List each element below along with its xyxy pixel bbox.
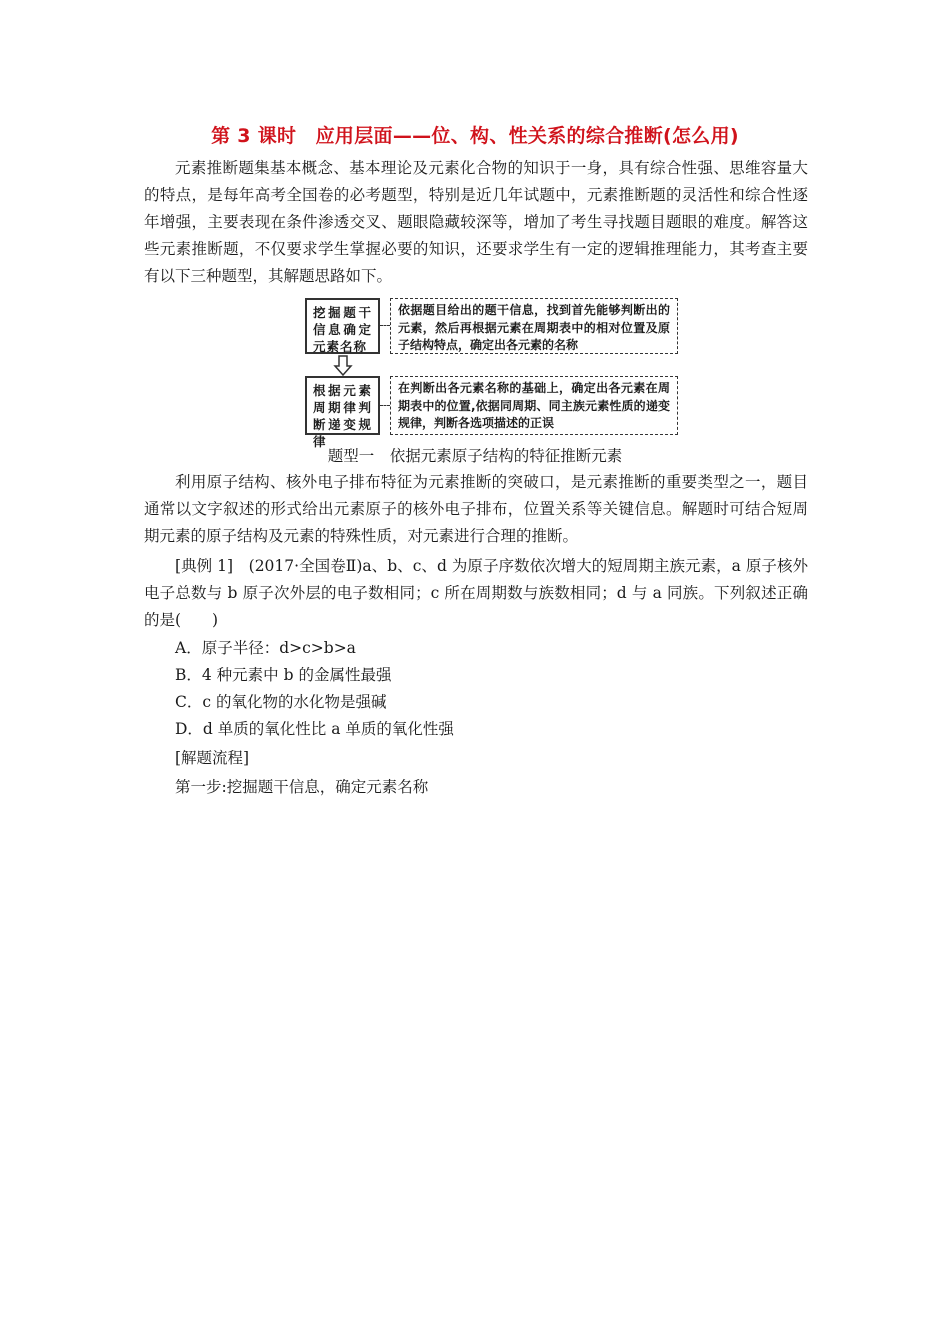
flow-step2-description: 在判断出各元素名称的基础上，确定出各元素在周期表中的位置,依据同周期、同主族元素性质的递变规律，判断各选项描述的正误	[390, 376, 678, 435]
option-c: C．c 的氧化物的水化物是强碱	[175, 693, 387, 711]
solution-step1: 第一步:挖掘题干信息，确定元素名称	[175, 778, 429, 796]
flow-step1-box: 挖掘题干信息确定元素名称	[305, 298, 380, 354]
lesson-title: 第 3 课时 应用层面——位、构、性关系的综合推断(怎么用)	[211, 125, 739, 147]
down-arrow-icon	[333, 355, 353, 377]
option-d: D．d 单质的氧化性比 a 单质的氧化性强	[175, 720, 454, 738]
example1-stem: [典例 1] (2017·全国卷Ⅱ)a、b、c、d 为原子序数依次增大的短周期主族元素，a 原子核外电子总数与 b 原子次外层的电子数相同；c 所在周期数与族数相同；d 与 a 同族。下列叙述正确的是( )	[144, 557, 808, 629]
section1-heading: 题型一 依据元素原子结构的特征推断元素	[327, 447, 623, 465]
flow-connector-1	[380, 325, 390, 326]
section1-description: 利用原子结构、核外电子排布特征为元素推断的突破口，是元素推断的重要类型之一，题目通常以文字叙述的形式给出元素原子的核外电子排布，位置关系等关键信息。解题时可结合短周期元素的原子结构及元素的特殊性质，对元素进行合理的推断。	[144, 473, 808, 545]
intro-paragraph: 元素推断题集基本概念、基本理论及元素化合物的知识于一身，具有综合性强、思维容量大的特点，是每年高考全国卷的必考题型，特别是近几年试题中，元素推断题的灵活性和综合性逐年增强，主要表现在条件渗透交叉、题眼隐藏较深等，增加了考生寻找题目题眼的难度。解答这些元素推断题，不仅要求学生掌握必要的知识，还要求学生有一定的逻辑推理能力，其考查主要有以下三种题型，其解题思路如下。	[144, 159, 808, 285]
solution-process-label: [解题流程]	[175, 749, 250, 767]
flow-step1-description: 依据题目给出的题干信息，找到首先能够判断出的元素，然后再根据元素在周期表中的相对位置及原子结构特点，确定出各元素的名称	[390, 298, 678, 354]
flow-connector-2	[380, 405, 390, 406]
option-b: B．4 种元素中 b 的金属性最强	[175, 666, 392, 684]
option-a: A．原子半径：d>c>b>a	[175, 639, 356, 657]
flow-step2-box: 根据元素周期律判断递变规律	[305, 376, 380, 435]
